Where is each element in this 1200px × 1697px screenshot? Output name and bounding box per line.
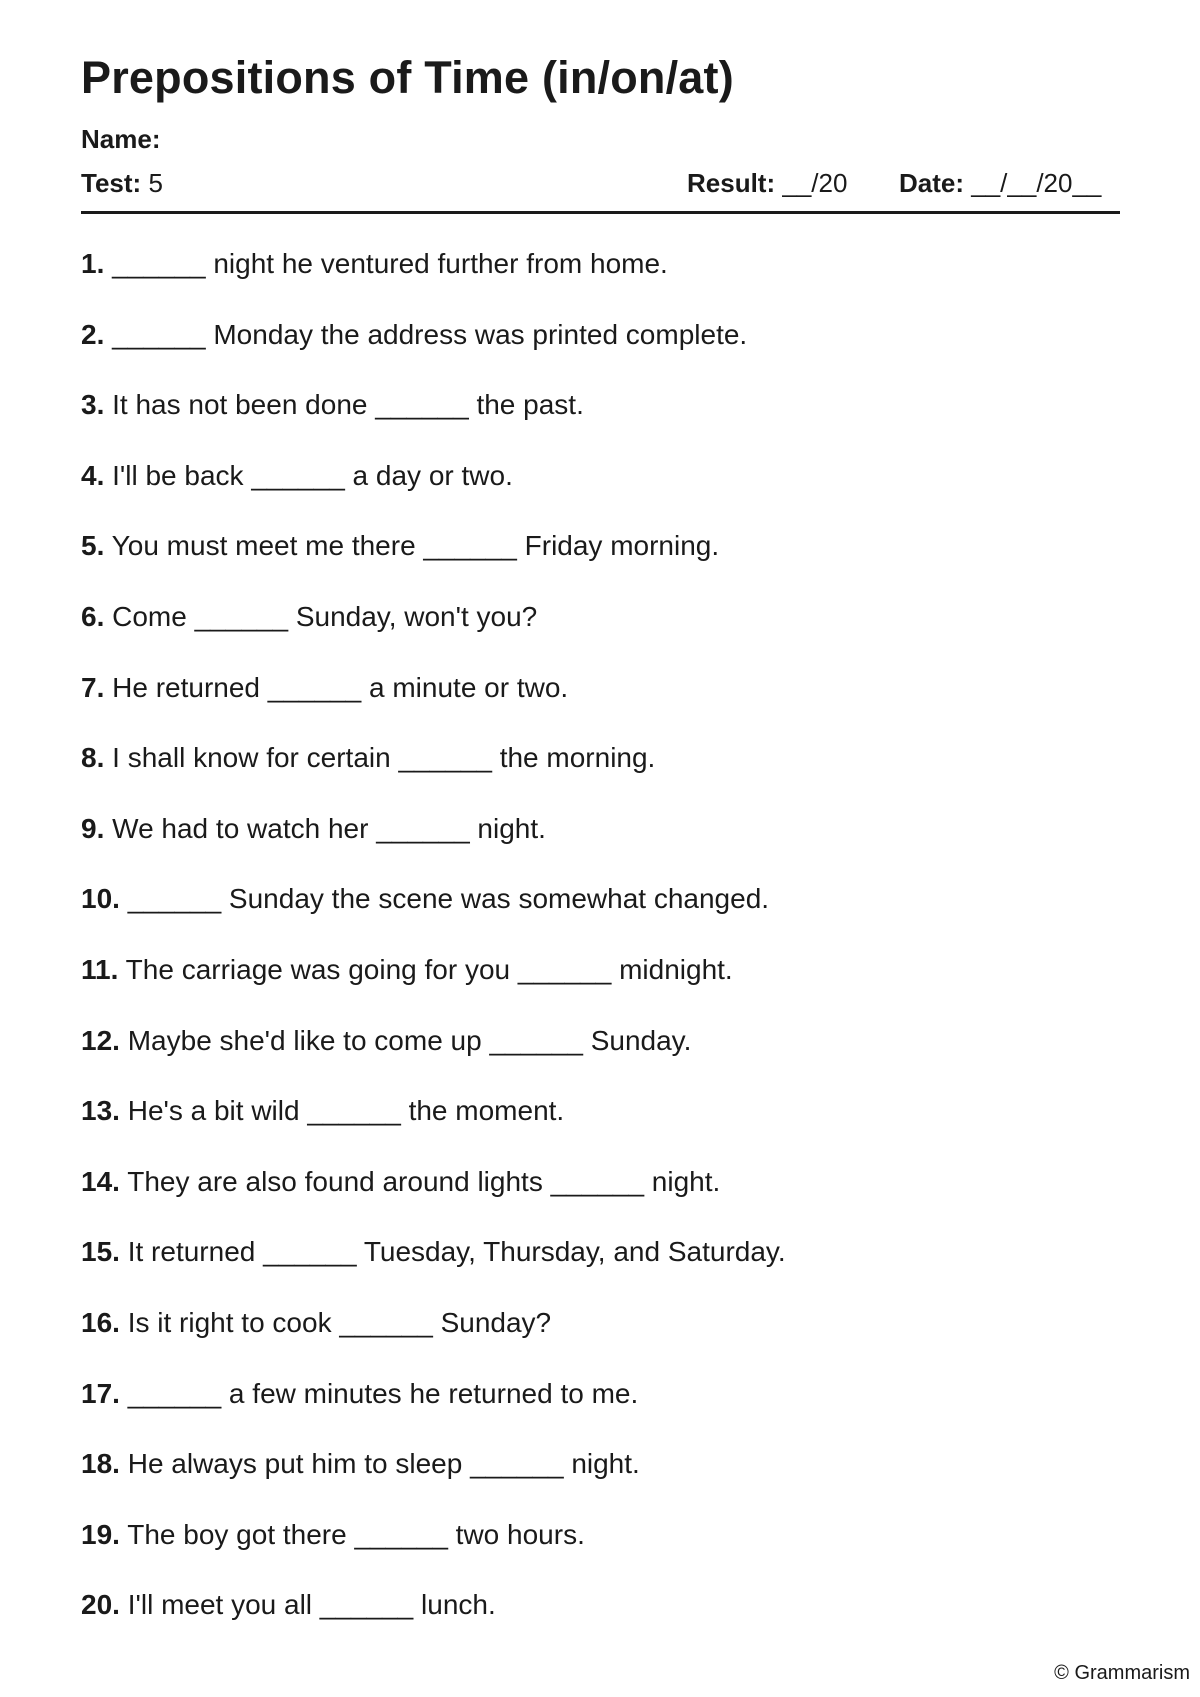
question-item [81,601,1121,672]
question-text: We had to watch her ______ night. [112,812,546,844]
page-title: Prepositions of Time (in/on/at) [81,52,734,103]
question-number: 13. [81,1095,120,1127]
question-number: 10. [81,883,120,915]
question-text: You must meet me there ______ Friday morning. [111,530,720,562]
question-item [81,1166,1121,1237]
question-number: 15. [81,1236,120,1268]
question-number: 7. [81,671,105,703]
question-number: 16. [81,1306,120,1338]
question-number: 19. [81,1518,120,1550]
question-number: 14. [81,1165,120,1197]
question-item [81,672,1121,743]
question-number: 2. [81,318,105,350]
name-field-label: Name: [81,124,161,154]
question-text: ______ a few minutes he returned to me. [127,1377,639,1409]
result-field [687,168,847,199]
question-item [81,1589,1121,1660]
copyright-notice: © Grammarism [1054,1662,1190,1684]
question-text: The boy got there ______ two hours. [127,1518,585,1550]
date-label: Date: [899,168,965,198]
question-item [81,1519,1121,1590]
question-number: 6. [81,600,105,632]
question-number: 8. [81,742,105,774]
question-item [81,1378,1121,1449]
question-item [81,1025,1121,1096]
question-item [81,389,1121,460]
test-label: Test: [81,168,142,198]
question-item [81,954,1121,1025]
question-item [81,1307,1121,1378]
question-item [81,1448,1121,1519]
question-number: 20. [81,1589,120,1621]
question-number: 5. [81,530,105,562]
header-divider [81,211,1120,214]
question-item [81,1236,1121,1307]
question-number: 1. [81,248,105,279]
question-item [81,460,1121,531]
question-text: ______ Sunday the scene was somewhat changed. [127,883,770,915]
question-text: ______ Monday the address was printed complete. [112,318,748,350]
question-list [81,248,1121,1660]
question-text: The carriage was going for you ______ midnight. [125,953,733,985]
question-text: Maybe she'd like to come up ______ Sunday. [127,1024,692,1056]
question-text: Is it right to cook ______ Sunday? [127,1306,552,1338]
question-text: It returned ______ Tuesday, Thursday, and Saturday. [127,1236,786,1268]
question-number: 11. [81,953,119,985]
question-number: 4. [81,459,105,491]
question-item [81,813,1121,884]
question-number: 17. [81,1377,120,1409]
test-value: 5 [148,168,163,198]
question-number: 12. [81,1024,120,1056]
date-field [899,168,1101,199]
question-text: He returned ______ a minute or two. [112,671,569,703]
question-text: I'll be back ______ a day or two. [112,459,513,491]
question-text: I shall know for certain ______ the morning. [112,742,656,774]
question-number: 18. [81,1448,120,1480]
question-text: They are also found around lights ______ night. [127,1165,721,1197]
question-item [81,248,1121,319]
question-text: ______ night he ventured further from home. [112,248,668,279]
question-item [81,883,1121,954]
question-item [81,1095,1121,1166]
question-item [81,530,1121,601]
test-number [81,168,163,199]
result-label: Result: [687,168,776,198]
question-text: He always put him to sleep ______ night. [127,1448,640,1480]
date-value: __/__/20__ [971,168,1102,198]
question-text: He's a bit wild ______ the moment. [127,1095,565,1127]
question-text: I'll meet you all ______ lunch. [127,1589,496,1621]
question-item [81,742,1121,813]
result-value: __/20 [782,168,848,198]
question-text: Come ______ Sunday, won't you? [112,600,538,632]
question-item [81,319,1121,390]
question-text: It has not been done ______ the past. [112,389,584,421]
question-number: 3. [81,389,105,421]
question-number: 9. [81,812,105,844]
